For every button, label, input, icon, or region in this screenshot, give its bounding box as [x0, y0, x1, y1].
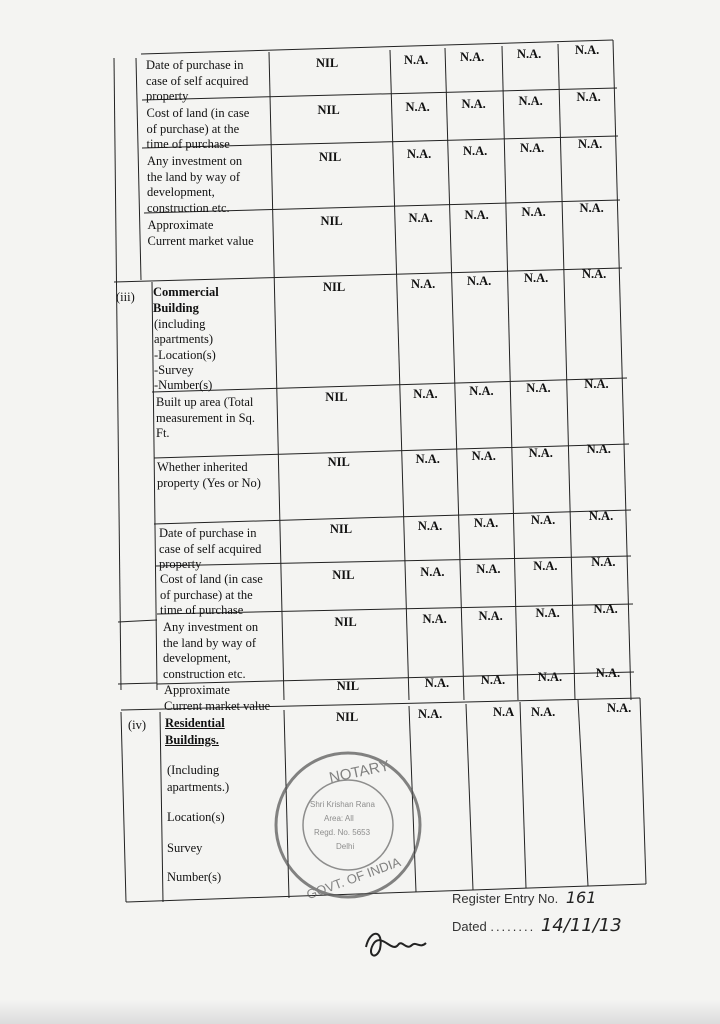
value-na: N.A. [413, 387, 438, 402]
value-na: N.A. [530, 513, 556, 527]
row-label-line: Cost of land (in case [160, 572, 263, 586]
section-subtitle: Survey [167, 841, 203, 855]
row-label-line: Whether inherited [157, 460, 248, 474]
row-label-line: case of self acquired [159, 541, 262, 556]
row-label-line: Date of purchase in [146, 58, 244, 72]
stamp-inner-3: Regd. No. 5653 [314, 828, 371, 837]
value-na: N.A. [404, 53, 429, 68]
section-title: Building [153, 301, 199, 315]
signature [360, 925, 440, 965]
stamp-top-text: NOTARY [327, 757, 392, 787]
value-nil: NIL [336, 710, 359, 724]
register-dated-label: Dated [452, 919, 487, 934]
value-na: N.A. [537, 670, 563, 684]
stamp-bottom-text: GOVT. OF INDIA [304, 854, 403, 903]
value-na: N.A. [408, 211, 433, 226]
value-na: N.A. [535, 606, 560, 620]
section-subtitle: Location(s) [167, 810, 225, 824]
stamp-inner-4: Delhi [336, 842, 355, 851]
value-na: N.A. [407, 147, 432, 162]
row-label-line: of purchase) at the [160, 587, 253, 602]
section-subtitle: -Number(s) [154, 378, 213, 393]
register-dated: Dated ........ 14/11/13 [452, 915, 622, 936]
row-label-line: Any investment on [147, 154, 243, 168]
row-label-line: Date of purchase in [159, 526, 257, 540]
value-na: N.A. [576, 90, 601, 105]
value-na: N.A. [418, 707, 443, 721]
row-label-line: time of purchase [160, 603, 244, 617]
row-label-line: the land by way of [147, 169, 241, 184]
section-subtitle: Number(s) [167, 870, 222, 884]
row-label-line: development, [147, 185, 215, 199]
value-na: N.A. [584, 377, 609, 392]
value-na: N.A. [476, 562, 501, 577]
scan-edge [0, 1000, 720, 1024]
value-na: N.A. [591, 555, 616, 570]
stamp-inner-2: Area: All [324, 814, 354, 823]
value-na: N.A [493, 705, 515, 719]
row-label-line: Approximate [164, 683, 230, 697]
row-label-line: of purchase) at the [146, 121, 240, 136]
value-na: N.A. [467, 274, 492, 289]
row-label-line: construction etc. [163, 666, 246, 681]
section-subtitle: -Location(s) [154, 347, 216, 362]
register-entry-value: 161 [565, 888, 597, 907]
value-nil: NIL [323, 280, 346, 294]
row-label-line: time of purchase [146, 137, 230, 151]
value-na: N.A. [469, 384, 494, 399]
value-na: N.A. [575, 43, 600, 58]
section-subtitle: (including [154, 317, 206, 331]
row-label-line: Cost of land (in case [146, 106, 250, 120]
value-na: N.A. [520, 141, 545, 155]
value-na: N.A. [415, 452, 440, 467]
value-nil: NIL [325, 390, 348, 404]
value-na: N.A. [586, 442, 611, 457]
value-na: N.A. [420, 565, 445, 580]
row-label-line: development, [163, 651, 231, 665]
value-na: N.A. [460, 50, 485, 65]
value-nil: NIL [332, 568, 355, 582]
value-na: N.A. [524, 271, 549, 285]
value-na: N.A. [521, 205, 546, 219]
value-na: N.A. [480, 673, 506, 688]
row-label-line: Any investment on [163, 620, 259, 634]
value-na: N.A. [417, 519, 443, 534]
row-label-line: Current market value [147, 233, 254, 248]
value-nil: NIL [327, 455, 350, 469]
value-na: N.A. [593, 602, 618, 617]
section-subtitle: (Including [167, 763, 220, 777]
section-title: Commercial [153, 285, 219, 299]
value-na: N.A. [471, 449, 496, 464]
value-na: N.A. [588, 509, 614, 524]
section-subtitle: apartments.) [167, 780, 230, 794]
value-nil: NIL [334, 615, 357, 629]
row-label-line: Ft. [156, 426, 170, 440]
row-label-line: property [159, 557, 202, 571]
value-na: N.A. [607, 701, 632, 715]
section-number: (iv) [128, 718, 147, 732]
value-na: N.A. [528, 446, 553, 460]
value-na: N.A. [411, 277, 436, 292]
value-na: N.A. [464, 208, 489, 223]
value-na: N.A. [478, 609, 503, 624]
value-na: N.A. [463, 144, 488, 159]
row-label-line: case of self acquired [146, 73, 249, 88]
row-label-line: property (Yes or No) [157, 475, 261, 490]
value-na: N.A. [424, 676, 450, 691]
value-nil: NIL [319, 150, 342, 164]
value-na: N.A. [461, 97, 486, 112]
row-label-line: construction etc. [147, 200, 230, 215]
value-na: N.A. [595, 666, 621, 681]
value-na: N.A. [405, 100, 430, 115]
notary-seal [268, 745, 428, 905]
value-na: N.A. [531, 705, 556, 719]
value-na: N.A. [473, 516, 499, 531]
register-entry [452, 888, 596, 907]
value-na: N.A. [579, 201, 604, 216]
value-na: N.A. [517, 47, 542, 61]
section-subtitle: apartments) [154, 332, 214, 347]
section-number: (iii) [116, 290, 135, 304]
row-label-line: Approximate [147, 218, 214, 232]
register-dated-value: 14/11/13 [540, 915, 622, 936]
row-label-line: the land by way of [163, 635, 257, 650]
section-title: Residential [165, 716, 225, 730]
section-title: Buildings. [165, 733, 219, 747]
row-label-line: measurement in Sq. [156, 410, 255, 425]
value-na: N.A. [578, 137, 603, 152]
section-subtitle: -Survey [154, 362, 194, 377]
row-label-line: Current market value [164, 698, 271, 713]
value-na: N.A. [533, 559, 558, 573]
value-nil: NIL [320, 214, 343, 228]
row-label-line: Built up area (Total [156, 395, 254, 409]
value-na: N.A. [422, 612, 447, 627]
value-nil: NIL [316, 56, 339, 70]
value-na: N.A. [526, 381, 551, 395]
row-label-line: property [146, 89, 189, 103]
value-na: N.A. [582, 267, 607, 282]
value-nil: NIL [317, 103, 340, 117]
value-nil: NIL [329, 522, 353, 536]
value-nil: NIL [336, 679, 360, 693]
value-na: N.A. [518, 94, 543, 108]
register-entry-label: Register Entry No. [452, 891, 559, 906]
stamp-inner-1: Shri Krishan Rana [310, 800, 375, 809]
